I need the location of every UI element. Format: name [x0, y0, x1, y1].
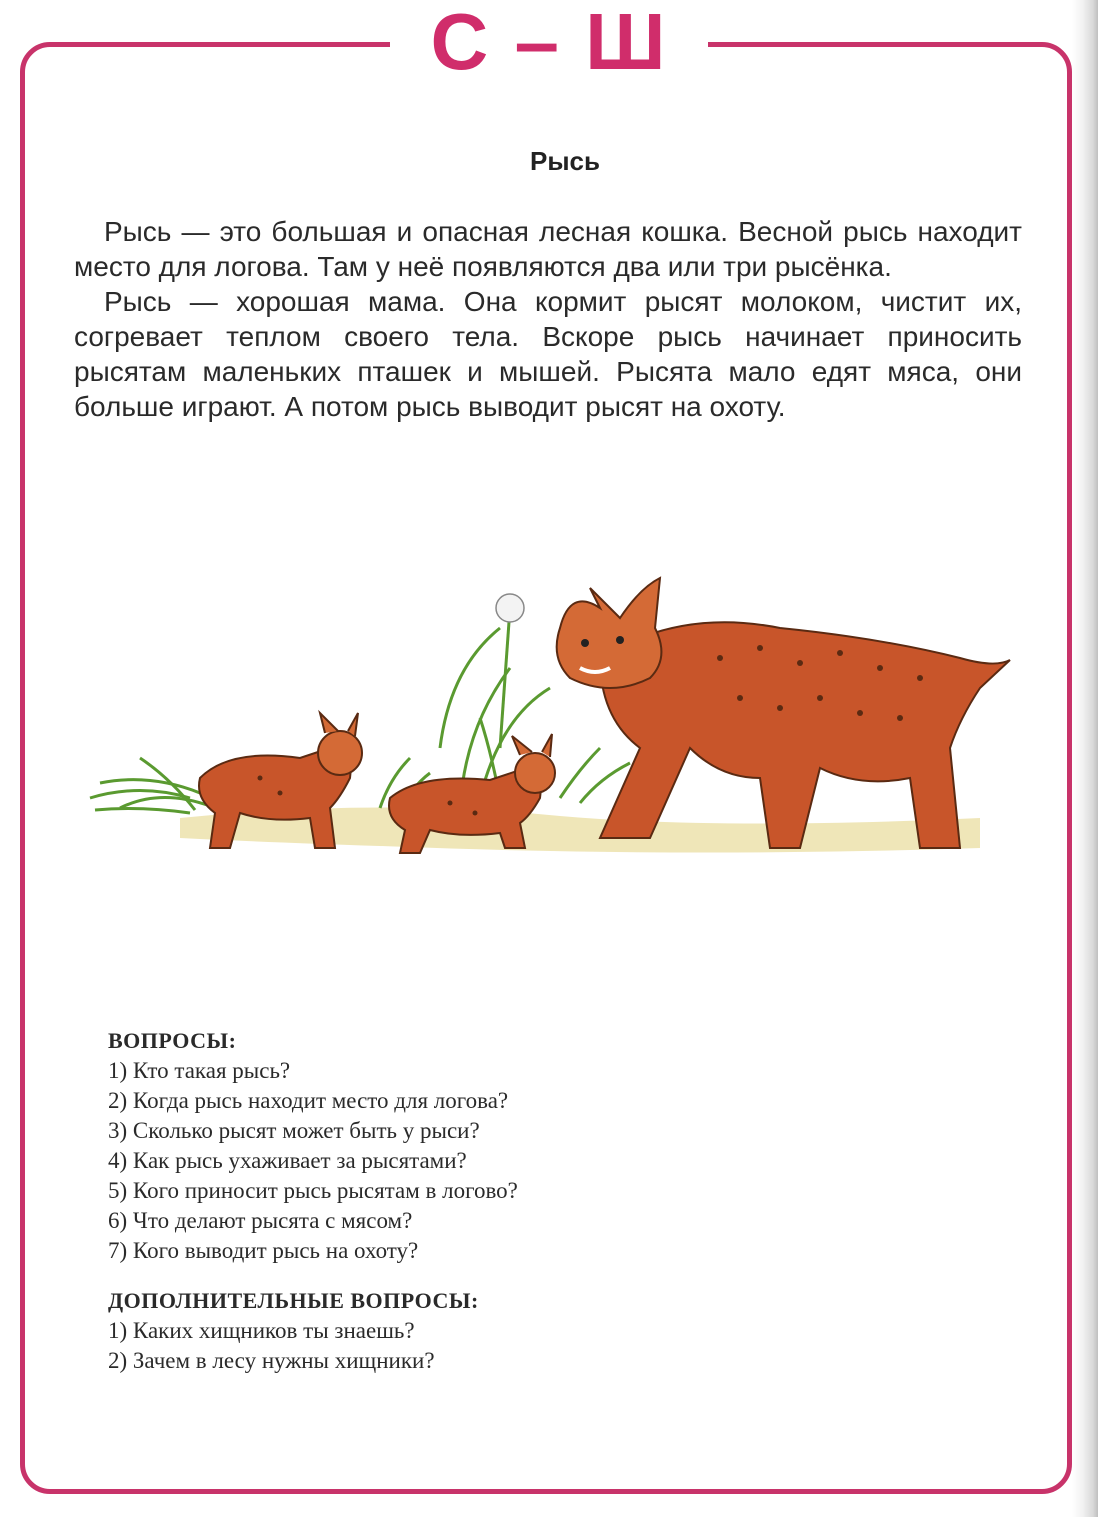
story-title: Рысь — [530, 146, 600, 176]
question-item: 3) Сколько рысят может быть у рыси? — [108, 1118, 480, 1143]
question-item: 1) Кто такая рысь? — [108, 1058, 291, 1083]
page-edge-shadow — [1072, 0, 1098, 1517]
flower — [496, 594, 524, 622]
extra-questions-title: ДОПОЛНИТЕЛЬНЫЕ ВОПРОСЫ: — [108, 1288, 479, 1313]
story-paragraph: Рысь — хорошая мама. Она кормит рысят молоком, чистит их, согревает теплом своего тела. Вскоре рысь начинает приносить рысятам маленьких пташек и мышей. Рысята мало едят мяса, они больше играют. А потом рысь выводит рысят на охоту. — [74, 286, 1022, 422]
letters-heading: С – Ш — [430, 0, 668, 86]
extra-questions-section — [108, 1286, 808, 1376]
questions-title: ВОПРОСЫ: — [108, 1028, 237, 1053]
questions-section — [108, 1026, 808, 1376]
extra-question-item: 1) Каких хищников ты знаешь? — [108, 1318, 415, 1343]
story-paragraph: Рысь — это большая и опасная лесная кошка. Весной рысь находит место для логова. Там у неё появляются два или три рысёнка. — [74, 216, 1022, 282]
question-item: 7) Кого выводит рысь на охоту? — [108, 1238, 419, 1263]
heading-box — [390, 0, 708, 84]
extra-question-item: 2) Зачем в лесу нужны хищники? — [108, 1348, 435, 1373]
question-item: 6) Что делают рысята с мясом? — [108, 1208, 413, 1233]
question-item: 5) Кого приносит рысь рысятам в логово? — [108, 1178, 518, 1203]
lynx-family-illustration — [80, 548, 1020, 888]
story-text — [74, 214, 1022, 424]
question-item: 4) Как рысь ухаживает за рысятами? — [108, 1148, 467, 1173]
question-item: 2) Когда рысь находит место для логова? — [108, 1088, 509, 1113]
mother-lynx — [557, 578, 1010, 848]
